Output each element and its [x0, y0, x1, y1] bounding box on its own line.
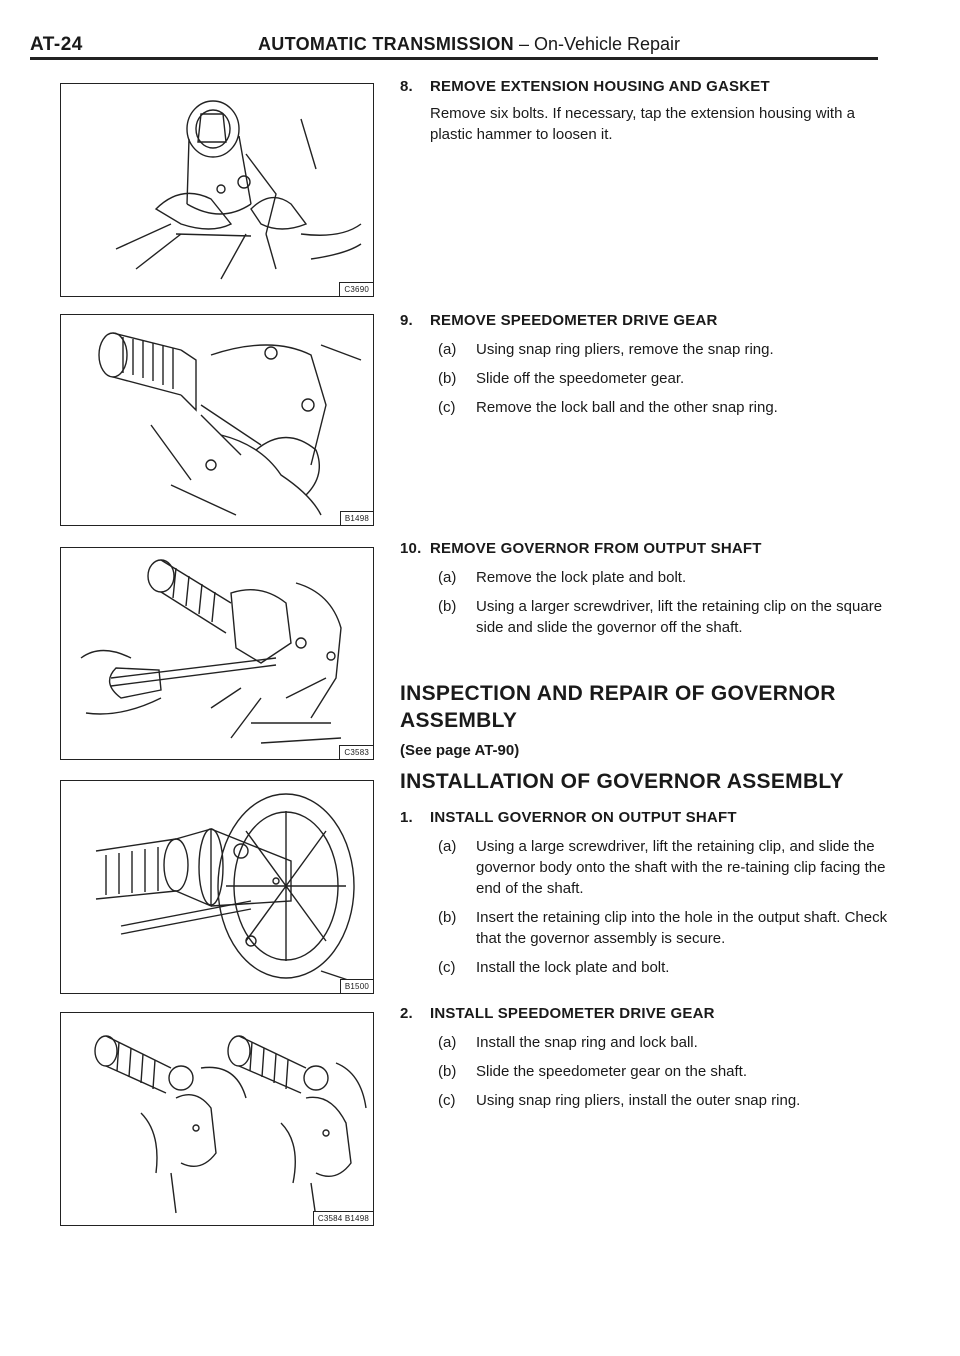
page-title-dash: –: [513, 34, 534, 54]
figure-snap-ring-removal: [60, 314, 374, 526]
section-heading: INSPECTION AND REPAIR OF GOVERNOR ASSEMBLY: [400, 682, 836, 732]
header-rule: [30, 57, 878, 60]
speedometer-gear-illustration: [61, 1013, 373, 1225]
governor-removal-illustration: [61, 548, 373, 759]
item-text: Insert the retaining clip into the hole in the output shaft. Check that the governor assembly is secure.: [476, 909, 888, 947]
list-item: [430, 596, 890, 638]
step-heading: REMOVE SPEEDOMETER DRIVE GEAR: [430, 312, 718, 329]
step-title: [400, 1003, 890, 1024]
item-text: Slide off the speedometer gear.: [476, 370, 685, 387]
item-text: Install the lock plate and bolt.: [476, 959, 670, 976]
step-number: 2.: [400, 1005, 413, 1022]
figure-governor-removal: [60, 547, 374, 760]
governor-installation-illustration: [61, 781, 373, 993]
item-label: (a): [438, 569, 457, 586]
page-title: [258, 34, 680, 55]
step-9: [400, 310, 890, 418]
item-label: (a): [438, 341, 457, 358]
list-item: [430, 907, 890, 949]
item-text: Using snap ring pliers, remove the snap ring.: [476, 341, 774, 358]
item-text: Using snap ring pliers, install the outer snap ring.: [476, 1092, 801, 1109]
item-text: Install the snap ring and lock ball.: [476, 1034, 698, 1051]
figure-code: B1498: [340, 511, 373, 525]
install-step-1: [400, 807, 890, 978]
list-item: [430, 836, 890, 899]
step-body: Remove six bolts. If necessary, tap the extension housing with a plastic hammer to loosen it.: [430, 105, 855, 143]
step-8: [400, 76, 890, 145]
step-number: 1.: [400, 809, 413, 826]
page-header: [30, 30, 878, 56]
list-item: [430, 368, 890, 389]
item-text: Slide the speedometer gear on the shaft.: [476, 1063, 748, 1080]
list-item: [430, 339, 890, 360]
step-10: [400, 538, 890, 638]
step-heading: REMOVE EXTENSION HOUSING AND GASKET: [430, 78, 770, 95]
item-label: (c): [438, 959, 456, 976]
step-heading: INSTALL GOVERNOR ON OUTPUT SHAFT: [430, 809, 737, 826]
snap-ring-pliers-illustration: [61, 315, 373, 525]
section-heading: INSTALLATION OF GOVERNOR ASSEMBLY: [400, 770, 844, 793]
extension-housing-illustration: [61, 84, 373, 296]
figure-code: C3583: [339, 745, 373, 759]
item-text: Using a large screwdriver, lift the retaining clip, and slide the governor body onto the shaft with the re-taining clip facing the end of the shaft.: [476, 838, 886, 897]
installation-section: [400, 768, 890, 978]
step-title: [400, 807, 890, 828]
item-label: (c): [438, 1092, 456, 1109]
list-item: [430, 567, 890, 588]
figure-extension-housing: [60, 83, 374, 297]
list-item: [430, 397, 890, 418]
list-item: [430, 1090, 890, 1111]
figure-code: B1500: [340, 979, 373, 993]
figure-code: C3690: [339, 282, 373, 296]
list-item: [430, 1032, 890, 1053]
list-item: [430, 1061, 890, 1082]
item-text: Using a larger screwdriver, lift the retaining clip on the square side and slide the governor off the shaft.: [476, 598, 883, 636]
page-number: AT-24: [30, 34, 83, 55]
item-label: (a): [438, 1034, 457, 1051]
item-label: (b): [438, 909, 457, 926]
item-label: (a): [438, 838, 457, 855]
item-text: Remove the lock ball and the other snap ring.: [476, 399, 778, 416]
step-number: 10.: [400, 540, 422, 557]
item-label: (c): [438, 399, 456, 416]
install-step-2: [400, 1003, 890, 1111]
step-title: [400, 310, 890, 331]
inspection-section: [400, 680, 840, 761]
step-heading: INSTALL SPEEDOMETER DRIVE GEAR: [430, 1005, 715, 1022]
list-item: [430, 957, 890, 978]
item-label: (b): [438, 598, 457, 615]
page-title-main: AUTOMATIC TRANSMISSION: [258, 34, 514, 54]
step-number: 8.: [400, 78, 413, 95]
figure-code: C3584 B1498: [313, 1211, 373, 1225]
item-text: Remove the lock plate and bolt.: [476, 569, 687, 586]
figure-governor-installation: [60, 780, 374, 994]
step-heading: REMOVE GOVERNOR FROM OUTPUT SHAFT: [430, 540, 762, 557]
step-title: [400, 538, 890, 559]
item-label: (b): [438, 1063, 457, 1080]
page-title-sub: On-Vehicle Repair: [533, 34, 681, 54]
step-title: [400, 76, 890, 97]
step-number: 9.: [400, 312, 413, 329]
item-label: (b): [438, 370, 457, 387]
page-reference: (See page AT-90): [400, 742, 520, 759]
figure-speedometer-gear: [60, 1012, 374, 1226]
